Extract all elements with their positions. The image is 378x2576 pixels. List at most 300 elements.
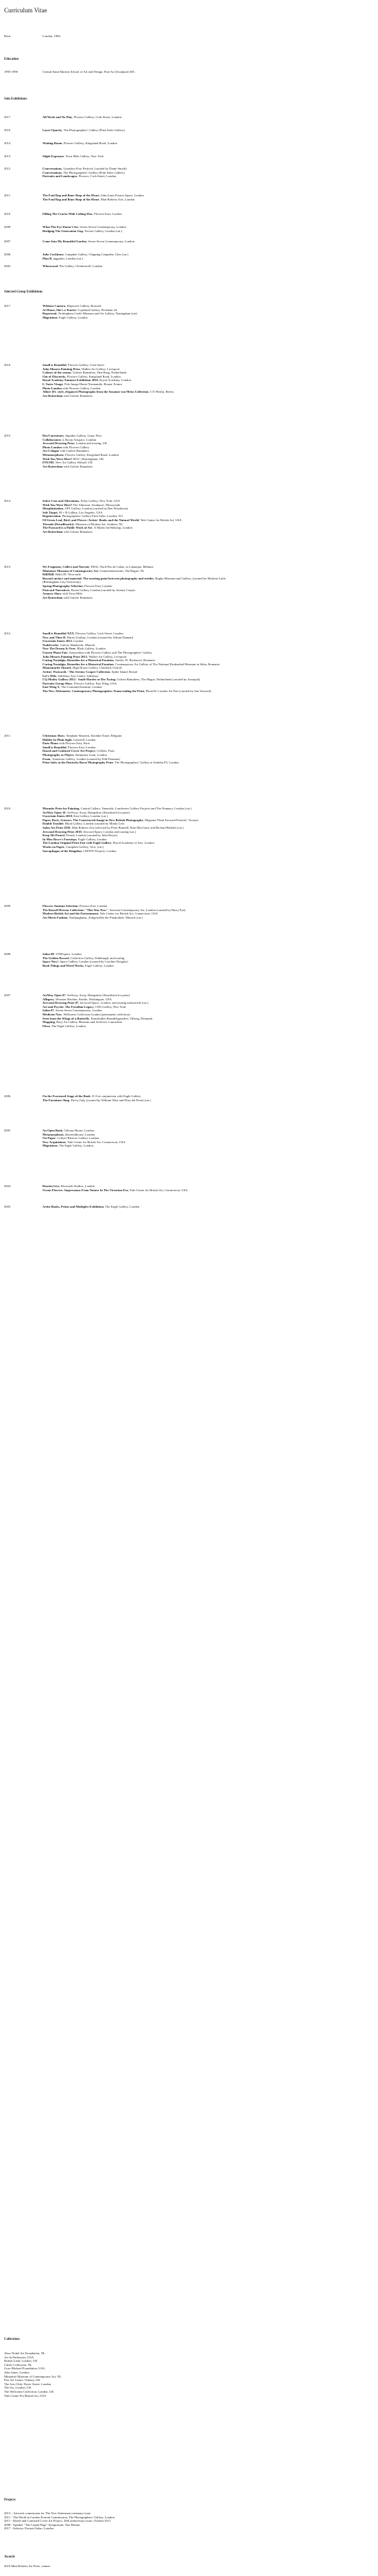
venue-text: , M + B Gallery, Los Angeles, USA	[57, 510, 103, 514]
list-item: Goss-Michael Foundation, USA	[4, 2367, 45, 2371]
venue-text: , Posted, London (curated by Julia Royse)	[64, 833, 117, 838]
entry-body	[43, 70, 241, 74]
entry-body	[43, 499, 241, 533]
list-item: Akzo Nobel Art Foundation, NL	[4, 2351, 45, 2355]
venue-text: , Campden Gallery, Chipping Campden, Glos (cat.)	[63, 253, 128, 256]
exhibition-title: New Acquisitions	[43, 1140, 66, 1144]
exhibition-title: Uncertain States 2012	[43, 639, 72, 643]
exhibition-title: Photography as Object	[43, 752, 74, 757]
entry-body	[43, 632, 241, 693]
entry-line	[43, 115, 241, 119]
entry-line	[43, 128, 241, 133]
education-heading: Education	[4, 58, 19, 61]
exhibition-title: Paris Photo	[43, 741, 58, 746]
venue-text: , Campden Gallery, Glos, (cat.)	[64, 844, 104, 849]
exhibition-title: Slight Exposure	[43, 154, 64, 158]
venue-text: , Forster Gallery, London (cat.)	[83, 229, 123, 233]
entry-body	[43, 264, 241, 268]
entry-line	[43, 577, 241, 584]
venue-text: with Galerie Ramakers	[62, 529, 93, 533]
venue-text: , Magenta 'Flash Forward Festival', Toronto	[143, 818, 199, 822]
entry-year: 2012	[4, 632, 11, 635]
exhibition-title: ArtWay Open 07	[43, 993, 66, 997]
venue-text: , FRAC Nord-Pas de Calais, at Labanque, Béthune	[89, 565, 154, 568]
venue-text: , Room Gallery, London (curated by Jeremy Cooper	[69, 588, 136, 592]
venue-text: , The Courtauld Institute, London	[59, 685, 102, 689]
exhibition-title: Without Camera	[43, 304, 66, 308]
entry-body	[43, 734, 241, 765]
venue-text: , Eagle Gallery, London	[83, 963, 114, 967]
entry-year: 2002	[4, 264, 11, 268]
venue-text: , Impakto Gallery, Lima, Peru	[63, 434, 102, 437]
venue-text: , Orleans House, London	[62, 1129, 95, 1132]
entry-body	[43, 434, 241, 468]
entry-line	[43, 198, 241, 202]
collections-heading: Collections	[4, 2338, 20, 2341]
exhibition-title: Double Trouble	[43, 822, 64, 826]
exhibition-title: Layer Opacity	[43, 128, 62, 132]
exhibition-title: Modern British Art and the Environment	[43, 912, 99, 916]
entry-body	[43, 363, 241, 398]
entry-year: 2009	[4, 904, 11, 908]
entry-body	[43, 952, 241, 967]
exhibition-title: Conversations	[43, 170, 62, 174]
list-item: John Jones, London	[4, 2370, 29, 2374]
venue-text: with Galerie Ramakers	[62, 595, 93, 599]
venue-text: , New Art Gallery Walsall, UK	[54, 461, 93, 465]
exhibition-title: Art and Psyche: The Freudian Legacy	[43, 1004, 94, 1009]
venue-text: , Yale Center for British Art, Connecticut, USA	[98, 912, 158, 916]
exhibition-title: Christmas Show	[43, 734, 65, 737]
exhibition-title: Momentarily Absurd	[43, 666, 71, 670]
exhibition-title: Nadelwerke	[43, 643, 59, 647]
entry-year: 1993-1996	[4, 70, 18, 73]
venue-text: , The Eagle Gallery, London	[104, 1205, 140, 1208]
venue-text: , I.MAYE Projects, London	[81, 849, 117, 853]
entry-line	[43, 761, 241, 765]
venue-text: , Lianzhou Foto Festival, (curated by Diane Smyth)	[62, 167, 127, 170]
entry-year: 2005	[4, 1129, 11, 1132]
venue-text: , Wellcome Collection London (permanent collection)	[62, 1012, 130, 1016]
venue-text: , Matt Roberts Arts, London	[99, 197, 135, 201]
entry-body	[43, 993, 241, 1028]
entry-year: 2006	[4, 253, 11, 256]
venue-text: , Blyth Gallery, London (curated by Mindy Lee)	[63, 822, 125, 826]
venue-text: , Nadjungkunst, Zeilgewölbe der Pinakothek, Munich (cat.)	[67, 915, 143, 919]
entry-year: 2016	[4, 363, 11, 367]
venue-text: , Bury Art Gallery Museum and Archives, Lancashire	[54, 1020, 123, 1024]
entry-year: 2017	[4, 115, 11, 119]
venue-text: , Contemporary Art Gallery of The National Brukenthal Museum in Sibiu, Romania	[113, 662, 220, 666]
exhibition-title: Hidden In Plain Sight	[43, 737, 72, 741]
exhibition-title: Now and Then II	[43, 635, 66, 639]
entry-year: 2004	[4, 1184, 11, 1188]
entry-body	[43, 1094, 241, 1102]
exhibition-title: Medicine Now	[43, 1012, 62, 1016]
exhibition-title: Art Meets Fashion	[43, 915, 68, 919]
entry-year: 2013	[4, 565, 11, 568]
venue-text: , The Photographers' Gallery at Ambika P3, London	[113, 761, 179, 765]
exhibition-title: Miniature Museum of Contemporary Art	[43, 568, 99, 573]
list-item: British Land, London, UK	[4, 2359, 38, 2363]
page-title: Curriculum Vitae	[4, 7, 47, 14]
venue-text: , Winston Wachter, Seattle, Washington, USA	[54, 997, 112, 1001]
venue-text: , Collyer-Bristow Gallery, London	[56, 1136, 99, 1140]
born-value: London, 1966	[43, 34, 60, 38]
exhibition-title: Space Now!	[43, 960, 59, 964]
entry-line	[43, 212, 241, 216]
venue-text: , Seven Seven Contemporary, London	[78, 225, 126, 229]
venue-text: Central Saint Martins School of Art and Design. Fine Art (Sculpture) BA	[43, 70, 135, 73]
venue-text: , Sartorial Contemporary Art, London (curated by Harry Pye)	[108, 908, 186, 912]
exhibition-title: Seen from the Wings of a Butterfly	[43, 1016, 90, 1020]
entry-body	[43, 154, 241, 159]
venue-text: , Space Gallery, London (curated by Caroline Douglas)	[58, 960, 128, 964]
entry-line	[43, 689, 241, 693]
exhibition-title: L'Autre Visage	[43, 382, 63, 386]
exhibition-title: The Golden Record	[43, 956, 69, 960]
entry-body	[43, 225, 241, 233]
exhibition-title: On the Fractured Stage of the Book	[43, 1094, 91, 1098]
entry-line	[43, 1024, 241, 1028]
entry-line	[43, 316, 241, 320]
exhibition-title: Colours of the season	[43, 371, 71, 375]
venue-text: , C/O Berlin, Berlin	[148, 390, 174, 394]
list-item: The Arts Club, Dover Street, London	[4, 2382, 51, 2386]
venue-text: , Flowers East, London	[82, 584, 113, 588]
entry-year: 2007	[4, 240, 11, 243]
venue-text: , Harris Lindsay, London (curated by Adrian Dannatt)	[65, 635, 134, 639]
venue-text: , Collective Gallery, Edinburgh, and touring	[69, 956, 125, 960]
venue-text: , The Eagle Gallery, London	[49, 1024, 86, 1028]
venue-text: , Museum of Modern Art, Arnhem, NL	[73, 522, 123, 526]
exhibition-title: At Home, She's a Tourist	[43, 308, 76, 312]
venue-text: , CDS Gallery, New York	[93, 1004, 126, 1009]
venue-text: , Riverside Studios, London	[59, 1184, 95, 1188]
exhibition-title: Artists' Postcards - The Jeremy Cooper Collection	[43, 669, 110, 674]
venue-text: , Seven Seven Contemporary, London	[54, 1009, 102, 1013]
venue-text: , Yale Center for British Art, USA	[139, 518, 182, 522]
exhibition-title: Wish You Were Here?	[43, 503, 73, 507]
exhibition-title: Select Cuts and Alterations	[43, 499, 80, 503]
venue-text: , The Photographers' Gallery (Print Sales Gallery)	[62, 170, 125, 174]
venue-text: , Amsterdam with Flowers Gallery and The Photographers' Gallery	[67, 650, 152, 654]
entry-year: 2012	[4, 167, 11, 170]
venue-text: , ArtSway, Sway, Hampshire (Shortlisted for prize)	[65, 993, 130, 997]
exhibition-title: Portraits and Landscapes	[43, 174, 78, 179]
venue-text: , VINEspace, London	[54, 952, 82, 956]
venue-text: with Flowers Gallery	[61, 445, 90, 449]
list-item: The Ivy, London, UK	[4, 2386, 32, 2390]
entry-line	[43, 596, 241, 600]
venue-text: , Flowers Gallery, East Wing, USA	[72, 681, 117, 685]
entry-body	[43, 212, 241, 216]
venue-text: , Yossi Milo Gallery, New York	[64, 154, 104, 158]
awards-heading: Awards	[4, 2555, 15, 2559]
exhibition-title: Art Rotterdam	[43, 464, 63, 468]
exhibition-title: Soft Target	[43, 510, 58, 514]
exhibition-title: Now The Dream Is Over	[43, 647, 76, 651]
venue-text: , Salisbury Arts Centre, Salisbury	[56, 674, 99, 678]
venue-text: , Eagle Gallery, London	[76, 837, 107, 841]
exhibition-title: John Moores Painting Prize	[43, 367, 80, 371]
exhibition-title: Jerwood Drawing Prize 07	[43, 1001, 79, 1005]
entry-line	[43, 264, 241, 268]
venue-text: , Photo50, London Art Fair (curated by Sue Steward)	[144, 689, 211, 693]
entry-year: 2010	[4, 212, 11, 216]
list-item: 2011 - The World in London Portrait Commission, The Photographers' Gallery, London	[4, 2515, 115, 2519]
venue-text: , Spike Island, Bristol	[110, 669, 138, 674]
venue-text: , Flowers East, London	[78, 904, 108, 908]
venue-text: , Kunsthallen Brandelsgaarden, Vilborg, Denmark	[89, 1016, 153, 1020]
entry-line	[43, 465, 241, 469]
venue-text: , Rugby Museum and Gallery, (curated by Marlene Little (Birmingham City University)	[43, 576, 226, 584]
exhibition-title: Art Cologne	[43, 449, 60, 453]
venue-text: , The Eagle Gallery, London	[57, 1144, 93, 1148]
venue-text: , London and touring, UK	[74, 441, 108, 446]
venue-text: , Jerwood Space, London and touring (cat.)	[81, 829, 137, 833]
exhibition-title: The Russell Herron Collection: "This Was Now"	[43, 908, 108, 912]
exhibition-title: Regeneration	[43, 514, 61, 518]
entry-line	[43, 530, 241, 534]
venue-text: , Gemeentemuseum, The Hague, NL	[98, 568, 145, 573]
exhibition-title: Curing Nostalgia, Remedies for a Historical Emotion	[43, 662, 114, 666]
entry-body	[43, 1129, 241, 1148]
venue-text: with Galerie Ramakers	[62, 393, 93, 398]
exhibition-title: Art Rotterdam	[43, 529, 63, 533]
list-item: 2017 - Selector, Portrait Salon, London	[4, 2527, 54, 2531]
venue-text: , Nottingham Castle Museum and Art Gallery, Nottingham (cat)	[56, 312, 138, 316]
venue-text: 4, Room Artspace, London	[61, 437, 97, 441]
venue-text: , Stephane Simoens, Knokke-Zoute, Belgium	[64, 734, 122, 737]
exhibition-title: Rosetta Live	[43, 1184, 60, 1188]
exhibition-title: Wish You Were Here?	[43, 457, 73, 461]
entry-year: 2016	[4, 128, 11, 132]
entry-year: 2008	[4, 952, 11, 956]
exhibition-title: Book Things and Word Works	[43, 963, 84, 967]
exhibition-title: Morphisization	[43, 507, 64, 511]
exhibition-title: Jerwood Drawing Prize 2010	[43, 829, 82, 833]
entry-line	[43, 174, 241, 179]
entry-year: 2015	[4, 434, 11, 437]
exhibition-title: East Wing X	[43, 685, 60, 689]
exhibition-title: Migrations	[43, 1144, 58, 1148]
exhibition-title: Collaborators	[43, 437, 62, 441]
entry-line	[43, 1099, 241, 1103]
exhibition-title: Mapping	[43, 1020, 55, 1024]
projects-list	[4, 2511, 231, 2531]
exhibition-title: Threads (Dreadbrackt)	[43, 522, 74, 526]
entry-body	[43, 115, 241, 119]
born-label: Born	[4, 34, 11, 38]
venue-text: , Flowers, Cork Street, London	[77, 174, 117, 179]
list-item: The Wellcome Collection, London, UK	[4, 2389, 54, 2393]
venue-text: , Galerie Ramakers, Den Haag, Netherlands	[71, 371, 127, 375]
list-item: Art In Embassies, USA	[4, 2355, 34, 2359]
entry-body	[43, 304, 241, 319]
entry-body	[43, 194, 241, 201]
entry-line	[43, 1205, 241, 1209]
entry-year: 2010	[4, 807, 11, 810]
exhibition-title: Small is Beautiful	[43, 745, 67, 749]
exhibition-title: In Miss Rowe's Footsteps	[43, 837, 77, 841]
venue-text: , Jerwood Space, London, and touring nationwide (cat.)	[78, 1001, 149, 1005]
exhibition-title: Photo London	[43, 445, 62, 449]
entry-body	[43, 167, 241, 179]
entry-body	[43, 253, 241, 260]
exhibition-title: Plan B	[43, 256, 52, 260]
exhibition-title: Allegory	[43, 997, 54, 1001]
entry-line	[43, 1188, 241, 1193]
venue-text: , Galerie8, London	[71, 737, 96, 741]
entry-body	[43, 904, 241, 919]
exhibition-title: Out of Obscurity	[43, 374, 66, 378]
venue-text: , Flowers Gallery, Kingsland Road, London	[63, 452, 119, 457]
entry-line	[43, 1144, 241, 1148]
entry-body	[43, 141, 241, 146]
exhibition-title: Paper, Rock, Scissors: The Constructed Image in New British Photography	[43, 818, 143, 822]
entry-body	[43, 565, 241, 599]
entry-line	[43, 141, 241, 146]
exhibition-title: Marmite Prize for Painting	[43, 807, 80, 810]
list-item: 2008 - Speaker "The Liquid Page" Symposium, Tate Britain	[4, 2522, 80, 2527]
entry-year: 2003	[4, 1205, 11, 1208]
venue-text: , Royal Academy, London	[97, 378, 131, 382]
venue-text: , Walker Art Gallery, Liverpool	[87, 654, 127, 658]
exhibition-title: Des/Conexiones	[43, 434, 64, 437]
venue-text: , Photographers' Gallery Print Sales, London, W1	[60, 514, 123, 518]
venue-text: , juggalart, London (cat.)	[51, 256, 84, 260]
entry-line	[43, 70, 241, 74]
venue-text: , London	[71, 639, 84, 643]
exhibition-title: We Fragment, Collect and Narrate	[43, 565, 90, 568]
venue-text: , APT Gallery, London (curated by Ben Woodeson)	[63, 507, 128, 511]
exhibition-title: The Foul Rag and Bone Shop of the Heart	[43, 197, 99, 201]
entry-year: 2014	[4, 141, 11, 145]
exhibition-title: Riff/Riff	[43, 573, 54, 577]
venue-text: with Galerie Ramakers	[62, 464, 93, 468]
venue-text: , X Marks the Bökship, London	[92, 526, 132, 530]
exhibition-title: Waiting Room	[43, 141, 62, 145]
exhibition-title: Portraits Group Show	[43, 681, 73, 685]
venue-text: , Yale Center for British Art, Connecticut, USA	[128, 1188, 188, 1192]
exhibition-title: Uncertain States 2010	[43, 814, 72, 818]
entry-body	[43, 240, 241, 244]
venue-text: , Pavia, Italy (curated by William West and Elisa del Prete) (cat.)	[69, 1098, 152, 1102]
exhibition-title: Salon Art Prize 2010	[43, 825, 71, 829]
entry-line	[43, 394, 241, 398]
venue-text: , Matt Roberts Arts (selected by Peter Bonnell, Kate MacGarry and Richard Birkett) (cat.)	[70, 825, 184, 829]
venue-text: with Yossi Milo	[61, 592, 83, 596]
exhibition-title: Salon 08	[43, 952, 54, 956]
exhibition-title: Art Rotterdam	[43, 595, 63, 599]
exhibition-title: The Foul Rag and Bone Shop of the Heart	[43, 194, 99, 197]
venue-text: , Walker Art Gallery, Liverpool	[80, 367, 120, 371]
entry-body	[43, 128, 241, 133]
exhibition-title: Small is Beautiful XXX	[43, 632, 74, 635]
list-item: 2013 – Artwork commission for The New Statesman centenary issue	[4, 2511, 91, 2515]
venue-text: , Galerie Handwerk, Munich	[58, 643, 95, 647]
exhibition-title: Armory Show	[43, 592, 62, 596]
entry-body	[43, 807, 241, 853]
venue-text: MAC, Birmingham, UK	[72, 457, 104, 461]
solo-exhibitions-heading: Solo Exhibitions	[4, 97, 27, 101]
venue-text: , Seven Seven Contemporary, London	[86, 240, 134, 243]
entry-year: 2017	[4, 304, 11, 308]
exhibition-title: CQ Motley Gallery 2012 - Smile Harder or Die Trying	[43, 678, 115, 682]
entry-line	[43, 229, 241, 233]
exhibition-title: ArtWay Open 10	[43, 810, 66, 814]
exhibition-title: Of Green Leaf, Bird, and Flower: Artists' Books and the Natural World	[43, 518, 139, 522]
venue-text: , Flowers Gallery, Cork Street, London	[73, 632, 123, 635]
venue-text: with Flowers East, Paris	[58, 741, 90, 746]
venue-text: The Atkinson, Southport, Merseyside	[72, 503, 121, 507]
exhibition-title: Print Sales at the Deutsche Borse Photography Prize	[43, 761, 113, 765]
venue-text: , High House Gallery, Clanfield, Oxford	[71, 666, 122, 670]
entry-body	[43, 1184, 241, 1192]
venue-text: , Galerie Ramakers, The Hague, Netherlands (curated by Jonoqual)	[115, 678, 200, 682]
award-item: 2010 Matt Roberts Art Prize, winner	[4, 2564, 51, 2568]
exhibition-title: Jerwood Drawing Prize	[43, 441, 75, 446]
exhibition-title: Unseen Photo Fair	[43, 650, 68, 654]
exhibition-title: FOUND	[43, 461, 54, 465]
venue-text: , Copeland Gallery, Peckham 24	[75, 308, 117, 312]
entry-year: 2011	[4, 194, 11, 197]
venue-text: , ICA in conjunction with Eagle Gallery	[90, 1094, 141, 1098]
list-item: Miniature Museum of Contemporary Art, NL	[4, 2374, 62, 2378]
venue-text: with Galerie Ramakers	[59, 449, 89, 453]
venue-text: , Blyth Gallery, London	[75, 647, 106, 651]
venue-text: , Flowers Gallery, Kingsland Road, London	[65, 374, 121, 378]
exhibition-title: An Open Book	[43, 1129, 63, 1132]
exhibition-title: Conversations	[43, 167, 62, 170]
exhibition-title: Works on Paper	[43, 844, 64, 849]
entry-year: 2006	[4, 1094, 11, 1098]
list-item: Yale Center For British Art, USA	[4, 2393, 47, 2397]
exhibition-title: What The Eye Doesn't See	[43, 225, 78, 229]
exhibition-title: Keep Me Posted	[43, 833, 64, 838]
entry-year: 2008	[4, 225, 11, 229]
exhibition-title: The London Original Print Fair with Eagle Gallery	[43, 841, 112, 845]
entry-line	[43, 964, 241, 968]
venue-text: , Pole Image Haute-Normandie, Rouen, France	[62, 382, 123, 386]
entry-line	[43, 849, 241, 853]
exhibition-title: The Postcard is a Public Work of Art	[43, 526, 93, 530]
venue-text: , Summaria Lunn, London	[73, 752, 107, 757]
exhibition-title: Julie Cockburn	[43, 253, 64, 256]
exhibition-title: Exam	[43, 757, 51, 761]
list-item: 2011 - Dazed and Confused Cover Art Project, 20th anniversary issue, October 2011	[4, 2519, 111, 2523]
venue-text: , Atelier 35, Bucharest, Romania	[113, 658, 155, 663]
entry-year: 2014	[4, 499, 11, 503]
venue-text: , theoretalhouse, London	[63, 1132, 95, 1136]
exhibition-title: Metamorphosis	[43, 1132, 64, 1136]
venue-text: , Collette, Paris	[95, 749, 115, 753]
exhibition-title: Dazed and Confused Cover Art Project	[43, 749, 95, 753]
venue-text: , East Gallery, London (cat.)	[71, 814, 108, 818]
group-exhibitions-heading: Selected Group Exhibitions	[4, 290, 43, 294]
entry-year: 2011	[4, 734, 11, 737]
venue-text: , Transition Gallery, London (curated by Edd Pearman)	[50, 757, 120, 761]
exhibition-title: Photo London	[43, 386, 62, 390]
entry-body	[43, 1205, 241, 1209]
exhibition-title: Postcard Narratives	[43, 588, 70, 592]
exhibition-title: John Moores Painting Prize 2012	[43, 654, 87, 658]
exhibition-title: Bridging The Generation Gap	[43, 229, 84, 233]
exhibition-title: Beyond surface and material: The meeting point between photography and textiles	[43, 576, 154, 580]
exhibition-title: Curing Nostalgia, Remedies for a Historical Emotion	[43, 658, 114, 663]
venue-text: , Yale Center for British Art, Connecticut, USA	[65, 1140, 126, 1144]
